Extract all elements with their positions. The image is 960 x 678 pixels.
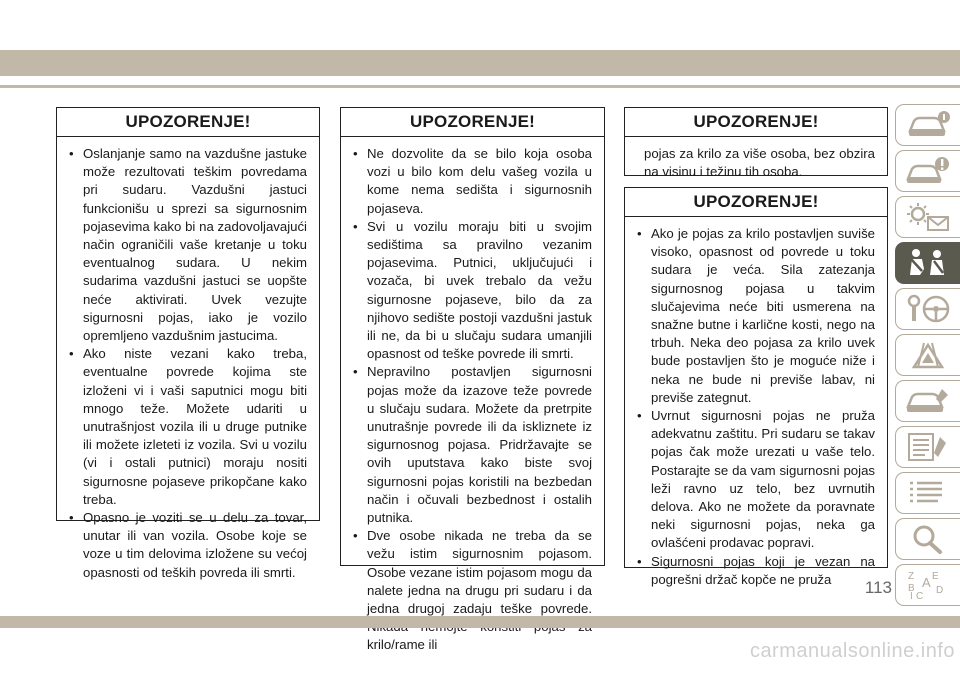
tab-servicing[interactable] xyxy=(895,380,960,422)
index-letter: Z xyxy=(908,571,915,582)
tab-maintenance[interactable] xyxy=(895,426,960,468)
header-band xyxy=(0,50,960,76)
car-warning-icon xyxy=(904,155,952,187)
warning-box-2 xyxy=(340,107,605,653)
index-letter: A xyxy=(922,575,931,590)
footer-band xyxy=(0,616,960,628)
list-item: • Svi u vozilu moraju biti u svojim sedištima sa pravilno vezanim pojasevima. Putnici, uključujući i vozača, bi uvek trebalo da vežu sigurnosne pojaseve, bilo da za njihovo sedište postoji vazdušni jastuk ili ne, da bi u slučaju sudara umanjili opasnost od teške povrede ili smrti. xyxy=(353,218,592,364)
warning-list xyxy=(353,145,592,655)
warning-title: UPOZORENJE! xyxy=(57,108,319,137)
list-item: • Ako je pojas za krilo postavljen suviše visoko, opasnost od povrede u toku sudara je veća. Sila zatezanja sigurnosnog pojasa u takvim slučajevima neće biti usmerena na snažne butne i karlične kosti, nego na trbuh. Neka deo pojasa za krilo uvek bude postavljen što je moguće niže i neka ne bude ni previše labav, ni previše zategnut. xyxy=(637,225,875,407)
list-item: • Nepravilno postavljen sigurnosni pojas može da izazove teže povrede u slučaju sudara. Možete da pretrpite unutrašnje povrede ili da iskliznete iz sigurnosnog pojasa. Pridržavajte se ovih uputstava kako biste svoj sigurnosni pojas koristili na bezbedan način i očuvali bezbednost i ostalih putnika. xyxy=(353,363,592,527)
search-icon xyxy=(904,523,952,555)
list-item: • Ako niste vezani kako treba, eventualne povrede kojima ste izloženi vi i vaši saputnici mogu biti mnogo teže. Možete udariti u unutrašnjost vozila ili u druge putnike ili možete izleteti iz vozila. Svi u vozilu (vi i ostali putnici) moraju nositi sigurnosne pojaseve prikopčane kako treba. xyxy=(69,345,307,509)
header-rule xyxy=(0,85,960,88)
key-steering-icon xyxy=(904,293,952,325)
warning-list xyxy=(69,145,307,582)
index-letter: C xyxy=(916,591,924,601)
lights-message-icon xyxy=(904,201,952,233)
tab-search[interactable] xyxy=(895,518,960,560)
car-service-icon xyxy=(904,385,952,417)
index-letter: E xyxy=(932,571,939,582)
tab-lights-messages[interactable] xyxy=(895,196,960,238)
tab-starting-operating[interactable] xyxy=(895,288,960,330)
tab-safety[interactable] xyxy=(895,242,960,284)
warning-title: UPOZORENJE! xyxy=(625,108,887,137)
road-warning-icon xyxy=(904,339,952,371)
tab-emergency[interactable] xyxy=(895,334,960,376)
chapter-tabs xyxy=(895,104,960,610)
checklist-icon xyxy=(904,477,952,509)
warning-title: UPOZORENJE! xyxy=(625,188,887,217)
list-item: • Ne dozvolite da se bilo koja osoba vozi u bilo kom delu vašeg vozila u kome nema sedišta i sigurnosnih pojaseva. xyxy=(353,145,592,218)
tab-vehicle-info[interactable] xyxy=(895,104,960,146)
list-item: • Uvrnut sigurnosni pojas ne pruža adekvatnu zaštitu. Pri sudaru se takav pojas čak može urezati u vaše telo. Postarajte se da vam sigurnosni pojas leži ravno uz telo, bez uvrnutih delova. Ako ne možete da poravnate neki sigurnosni pojas, neka ga ovlašćeni prodavac popravi. xyxy=(637,407,875,553)
car-info-icon xyxy=(904,109,952,141)
index-letter: I xyxy=(910,591,913,601)
index-letter: B xyxy=(908,583,915,594)
alphabet-index-icon xyxy=(904,569,952,601)
watermark: carmanualsonline.info xyxy=(749,640,955,662)
warning-title: UPOZORENJE! xyxy=(341,108,604,137)
page-number: 113 xyxy=(864,578,892,597)
index-letter: D xyxy=(936,585,944,596)
list-item: • Opasno je voziti se u delu za tovar, unutar ili van vozila. Osobe koje se voze u tim delovima izložene su većoj opasnosti od teških povreda ili smrti. xyxy=(69,509,307,582)
warning-box-4 xyxy=(624,187,888,587)
seatbelt-airbag-icon xyxy=(904,247,952,279)
warning-box-1 xyxy=(56,107,320,580)
warning-box-3 xyxy=(624,107,888,180)
list-item: • Dve osobe nikada ne treba da se vežu istim sigurnosnim pojasom. Osobe vezane istim pojasom mogu da nalete jedna na drugu pri sudaru i da jedna drugoj zadaju teške povrede. krilo/rame ili xyxy=(353,527,592,654)
tab-warnings[interactable] xyxy=(895,150,960,192)
tab-specifications[interactable] xyxy=(895,472,960,514)
list-item: • Sigurnosni pojas koji je vezan na pogrešni držač kopče ne pruža xyxy=(637,553,875,589)
maintenance-list-icon xyxy=(904,431,952,463)
tab-index[interactable] xyxy=(895,564,960,606)
warning-list xyxy=(637,225,875,589)
warning-continuation-text: pojas za krilo za više osoba, bez obzira na visinu i težinu tih osoba. xyxy=(644,146,875,180)
list-item: • Oslanjanje samo na vazdušne jastuke može rezultovati teškim povredama pri sudaru. Vazdušni jastuci funkcionišu u sprezi sa sigurnosnim pojasevima kako bi na zadovoljavajući način ograničili vaše kretanje u toku eventualnog sudara. U nekim sudarima vazdušni jastuci se uopšte neće aktivirati. Uvek vezujte sigurnosni pojas, iako je vozilo opremljeno vazdušnim jastucima. xyxy=(69,145,307,345)
